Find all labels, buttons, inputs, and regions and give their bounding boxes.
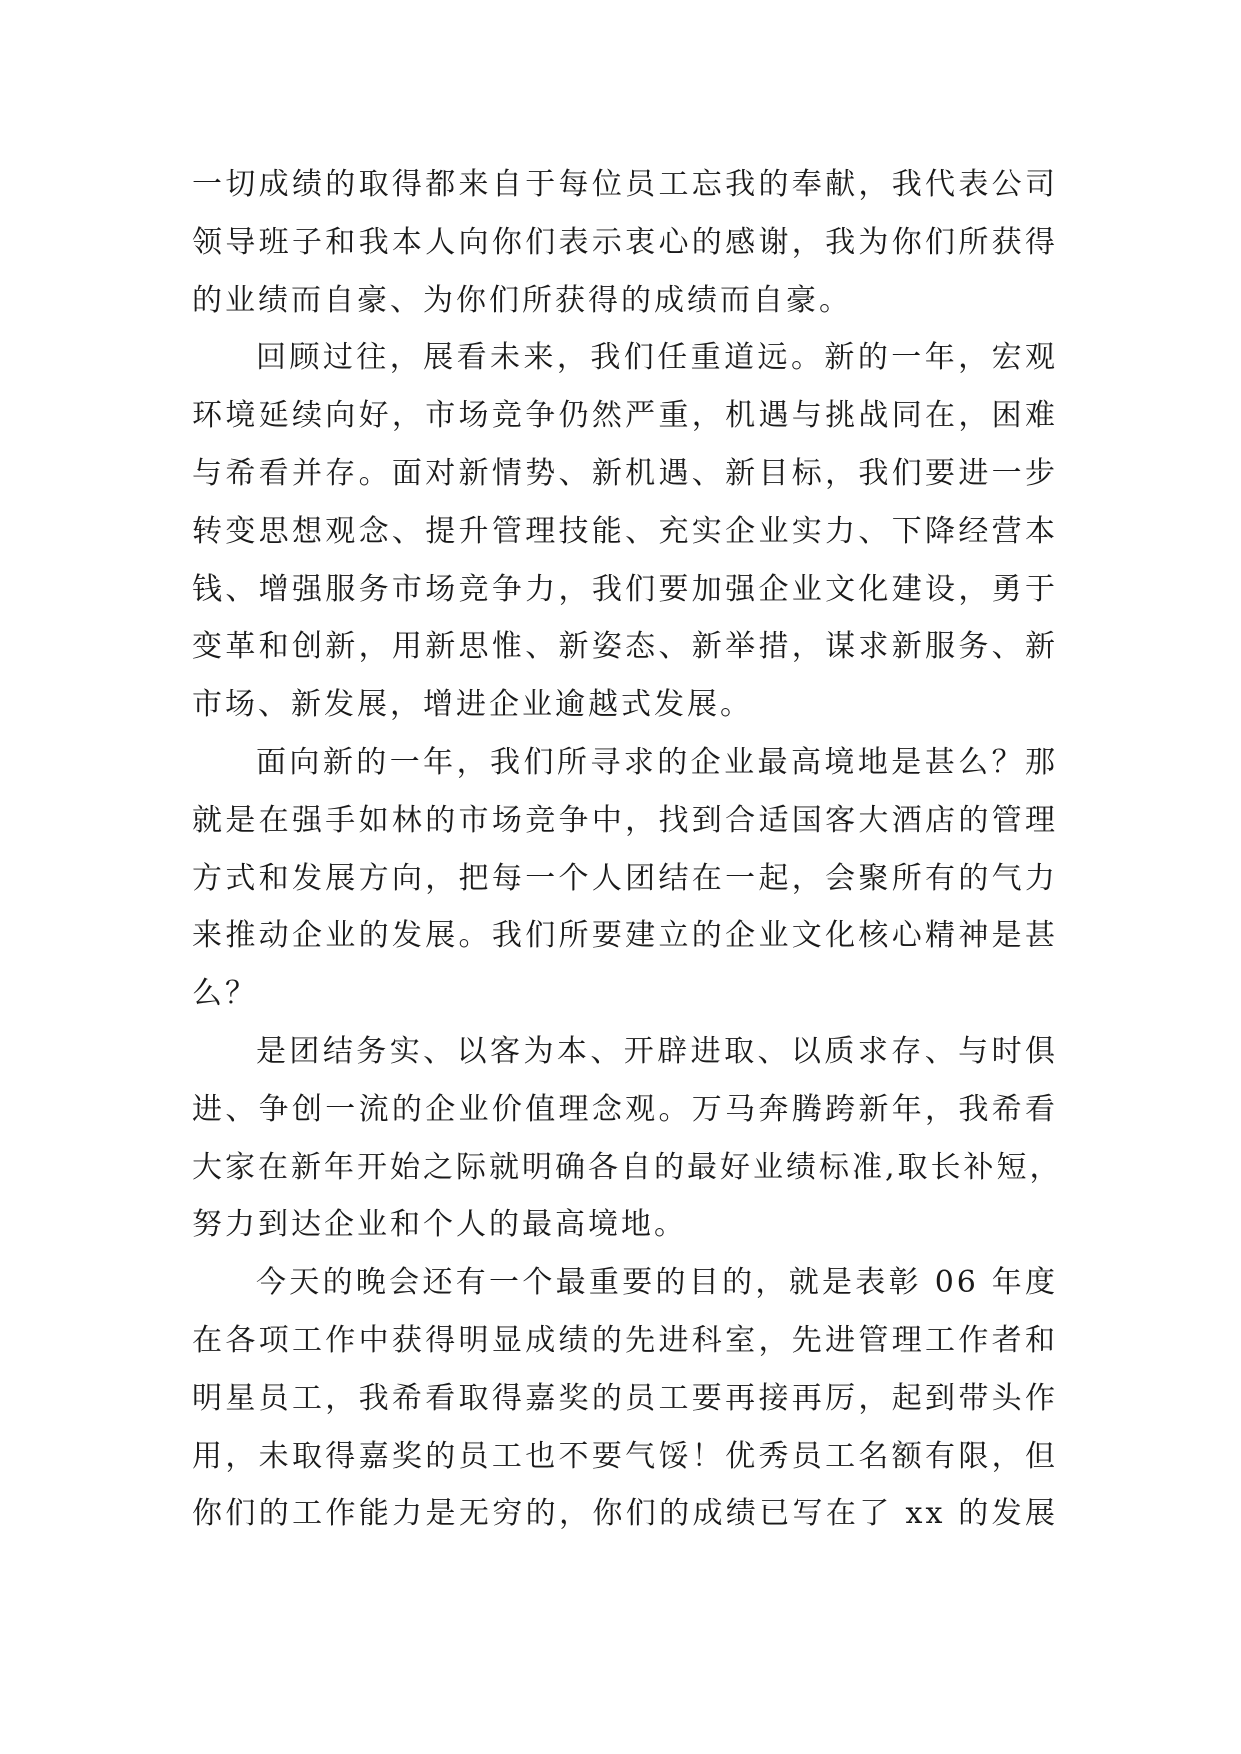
paragraph-first-line: 回顾过往，展看未来，我们任重道远。新的一年，宏观	[256, 340, 1058, 376]
text-line: 进、争创一流的企业价值理念观。万马奔腾跨新年，我希看	[192, 1091, 1058, 1127]
text-line: 变革和创新，用新思惟、新姿态、新举措，谋求新服务、新	[192, 629, 1058, 665]
text-line: 来推动企业的发展。我们所要建立的企业文化核心精神是甚	[192, 918, 1058, 954]
text-line: 的业绩而自豪、为你们所获得的成绩而自豪。	[192, 282, 852, 318]
text-line: 你们的工作能力是无穷的，你们的成绩已写在了 xx 的发展	[192, 1496, 1058, 1532]
text-line: 努力到达企业和个人的最高境地。	[192, 1207, 687, 1243]
text-line: 在各项工作中获得明显成绩的先进科室，先进管理工作者和	[192, 1322, 1058, 1358]
text-line: 么？	[192, 976, 258, 1012]
paragraph-first-line: 今天的晚会还有一个最重要的目的，就是表彰 06 年度	[256, 1265, 1058, 1301]
document-body	[192, 156, 1063, 1543]
text-line: 方式和发展方向，把每一个人团结在一起，会聚所有的气力	[192, 860, 1058, 896]
text-line: 环境延续向好，市场竞争仍然严重，机遇与挑战同在，困难	[192, 398, 1058, 434]
text-line: 就是在强手如林的市场竞争中，找到合适国客大酒店的管理	[192, 802, 1058, 838]
text-line: 领导班子和我本人向你们表示衷心的感谢，我为你们所获得	[192, 224, 1058, 260]
text-line: 市场、新发展，增进企业逾越式发展。	[192, 687, 753, 723]
text-line: 大家在新年开始之际就明确各自的最好业绩标准,取长补短，	[192, 1149, 1063, 1185]
text-line: 一切成绩的取得都来自于每位员工忘我的奉献，我代表公司	[192, 167, 1058, 202]
paragraph-first-line: 是团结务实、以客为本、开辟进取、以质求存、与时俱	[256, 1033, 1058, 1069]
text-line: 与希看并存。面对新情势、新机遇、新目标，我们要进一步	[192, 455, 1058, 491]
text-line: 用，未取得嘉奖的员工也不要气馁！优秀员工名额有限，但	[192, 1438, 1058, 1474]
text-line: 转变思想观念、提升管理技能、充实企业实力、下降经营本	[192, 513, 1058, 549]
text-line: 明星员工，我希看取得嘉奖的员工要再接再厉，起到带头作	[192, 1380, 1058, 1416]
text-line: 钱、增强服务市场竞争力，我们要加强企业文化建设，勇于	[192, 571, 1058, 607]
paragraph-first-line: 面向新的一年，我们所寻求的企业最高境地是甚么？那	[256, 744, 1058, 780]
